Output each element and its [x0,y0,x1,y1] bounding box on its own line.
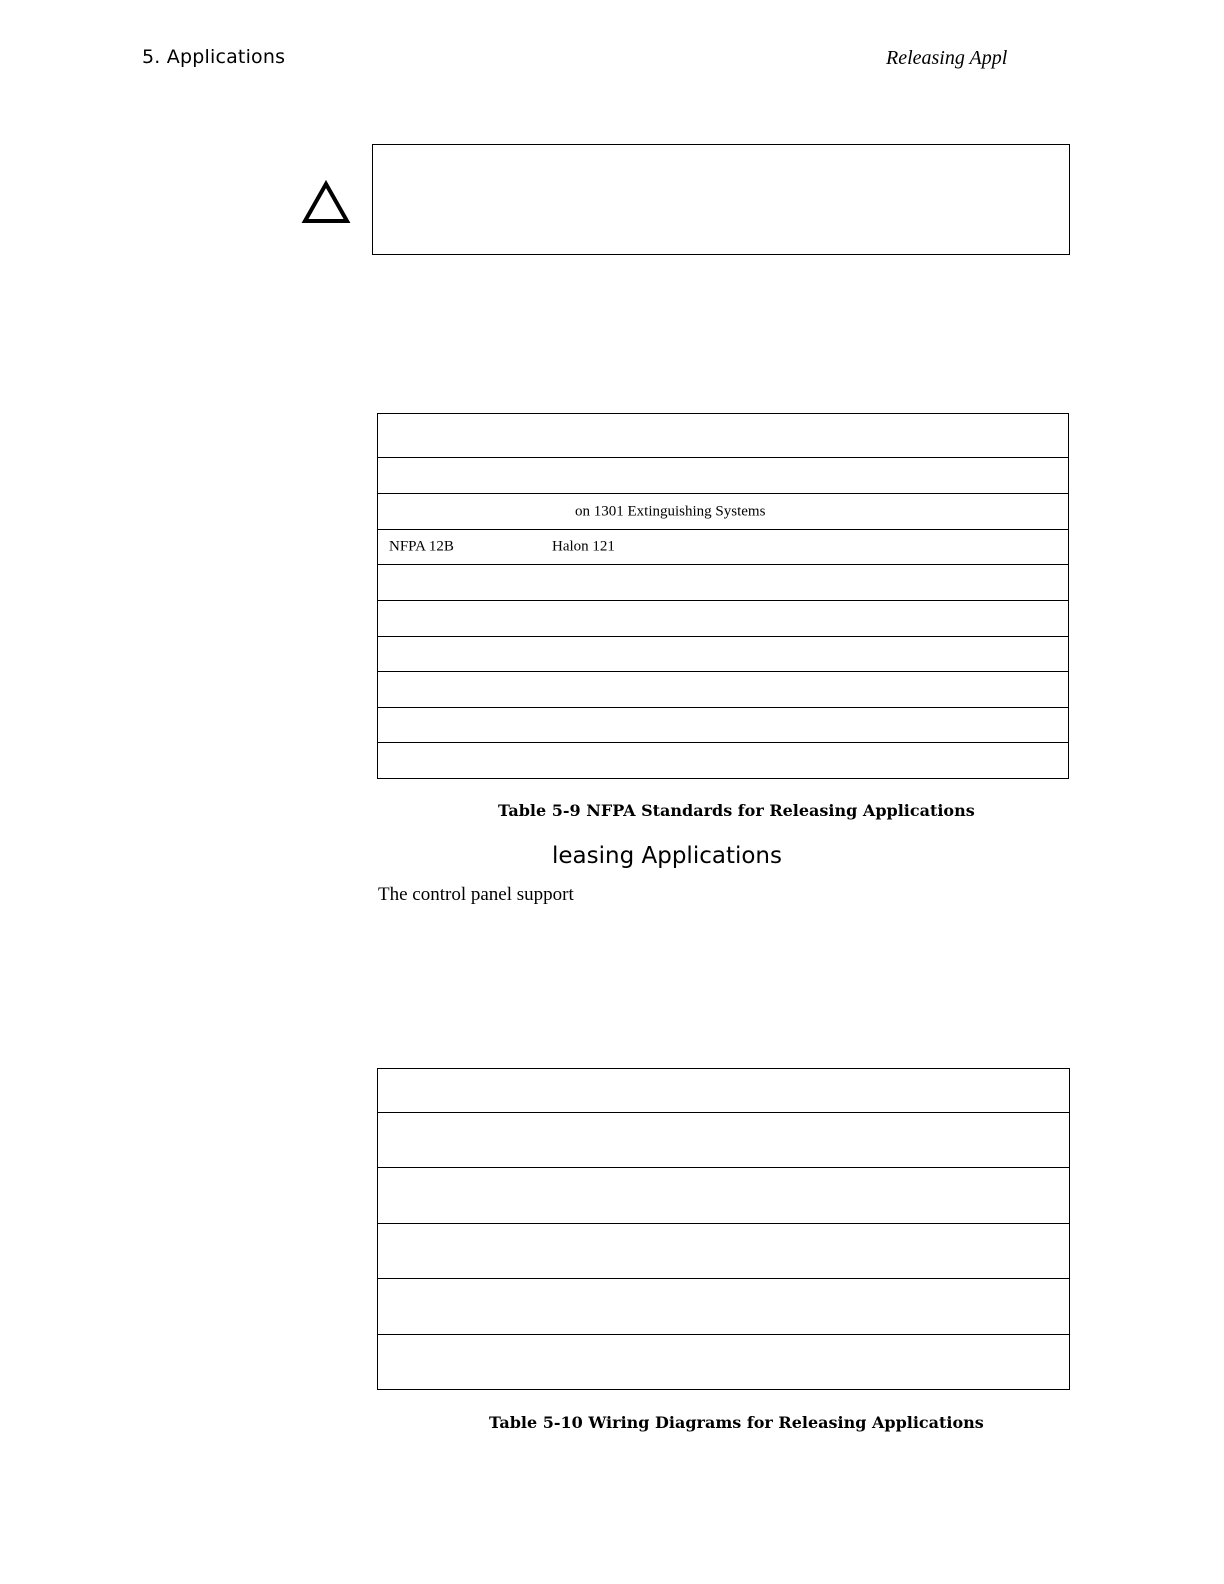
table-cell: on 1301 Extinguishing Systems [575,503,766,519]
table-row [378,672,1069,708]
warning-triangle-icon [301,180,351,226]
table-row [378,1113,1070,1168]
table-row [378,530,1069,565]
table-row [378,601,1069,637]
table-row [378,708,1069,743]
table-row [378,1335,1070,1390]
table-row [378,1224,1070,1279]
table-caption: Table 5-10 Wiring Diagrams for Releasing Applications [489,1413,984,1432]
table-row [378,565,1069,601]
table-caption: Table 5-9 NFPA Standards for Releasing Applications [498,801,975,820]
body-paragraph: The control panel support [378,884,574,905]
running-header-chapter: 5. Applications [142,46,286,68]
nfpa-standards-table [377,413,1069,779]
table-cell: Halon 121 [552,538,615,555]
table-row [378,1279,1070,1335]
wiring-diagrams-table [377,1068,1070,1390]
table-row [378,743,1069,779]
table-row [378,1069,1070,1113]
table-row [378,1168,1070,1224]
section-heading: leasing Applications [552,843,782,869]
running-header-section: Releasing Appl [886,47,1008,69]
caution-box [372,144,1070,255]
table-cell: NFPA 12B [389,538,454,555]
table-row [378,494,1069,530]
table-row [378,458,1069,494]
table-row [378,414,1069,458]
table-row [378,637,1069,672]
